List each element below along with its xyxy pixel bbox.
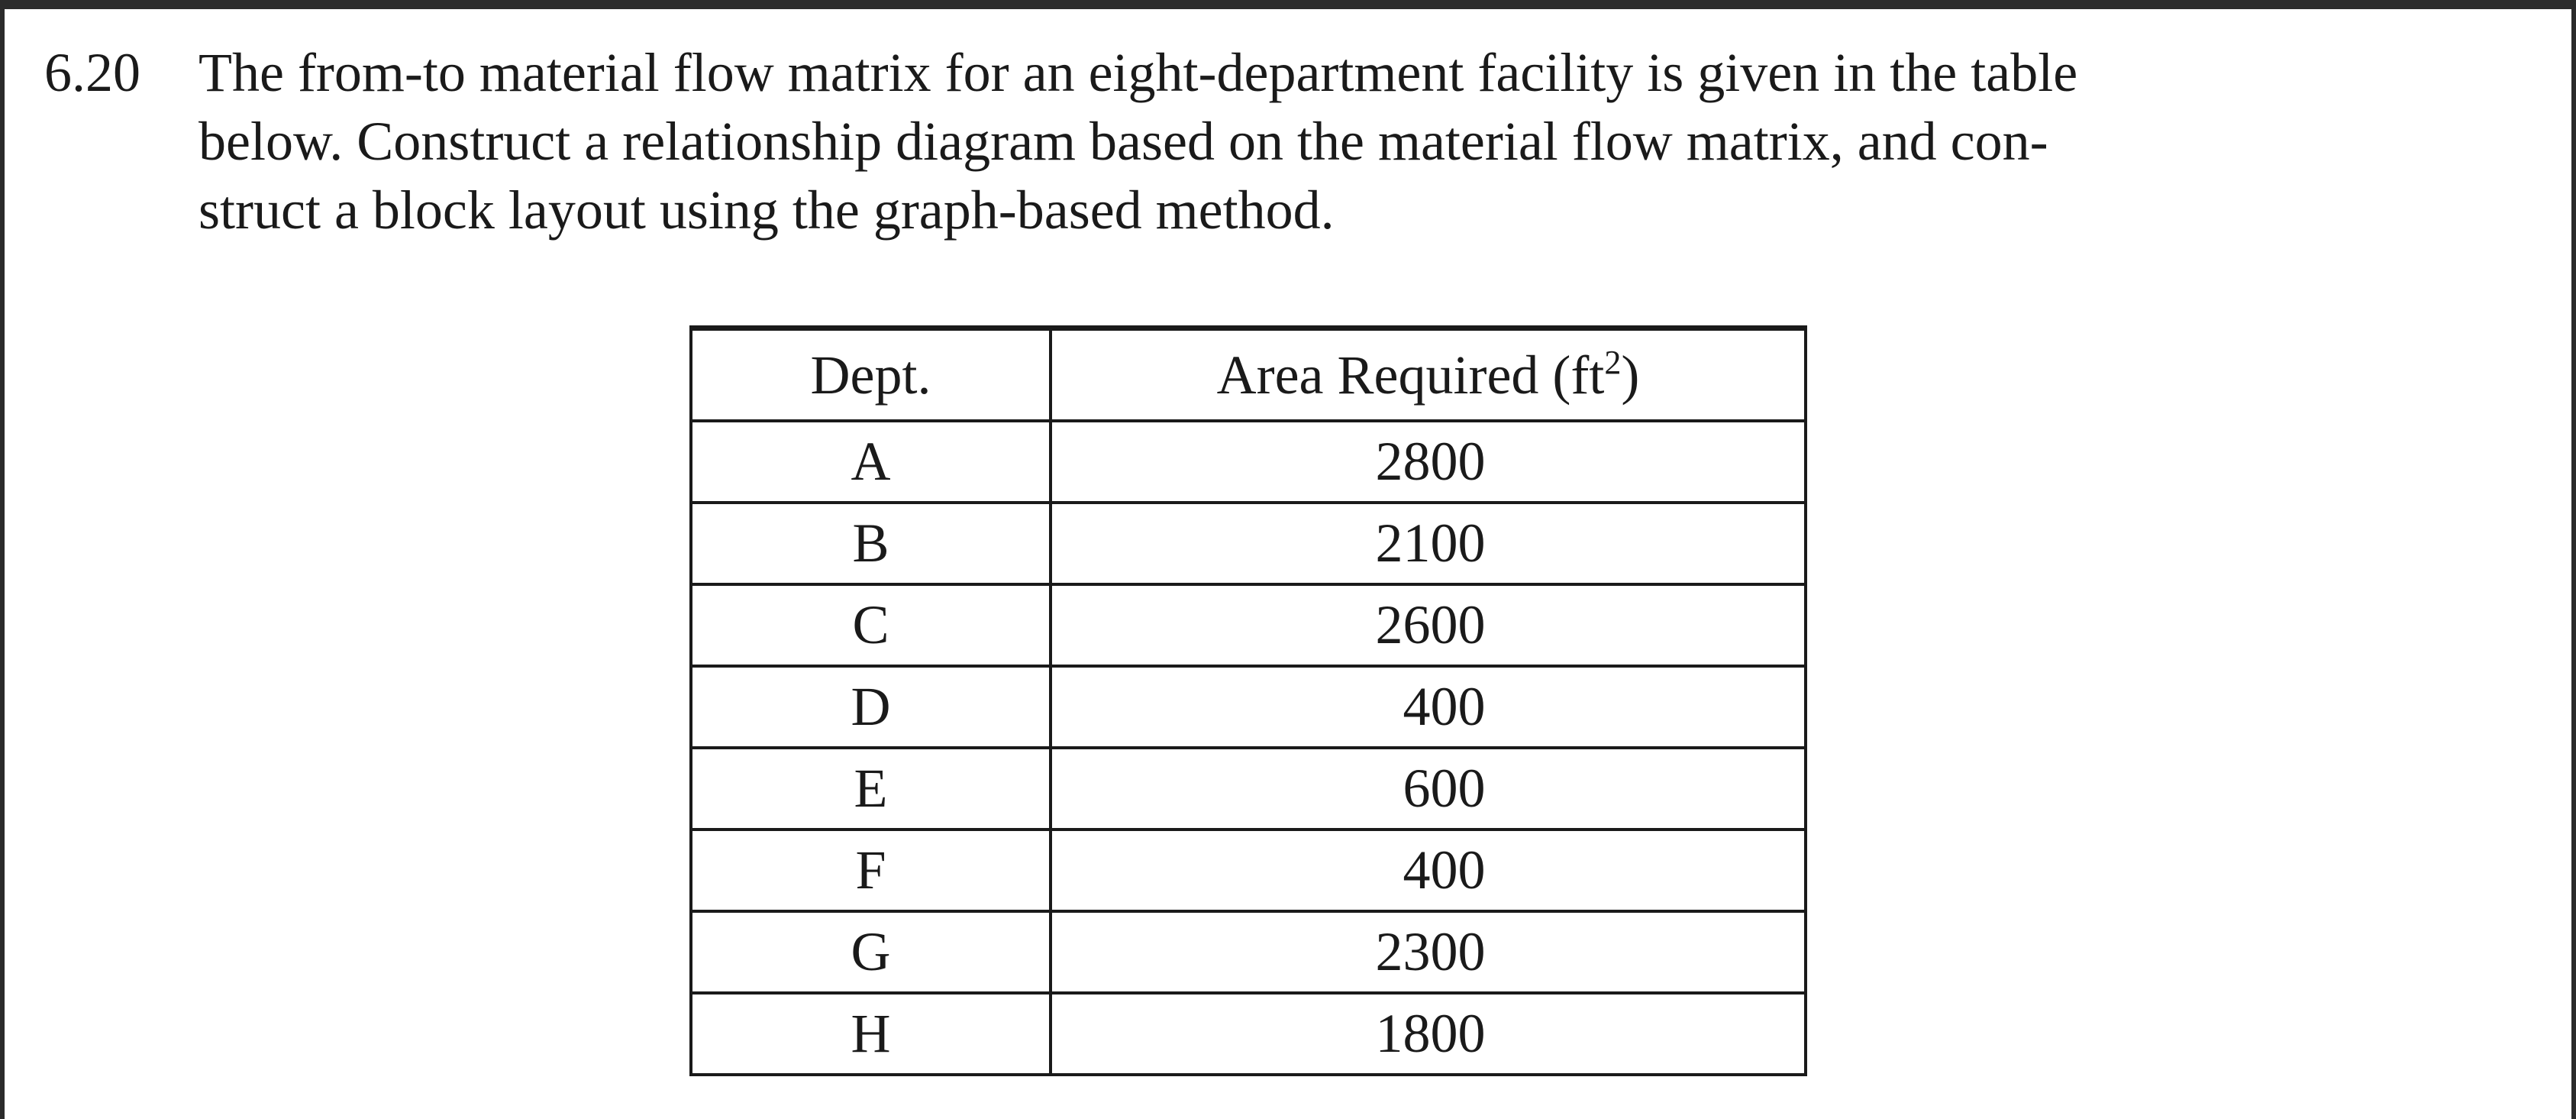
area-value: 2800 [1375, 431, 1486, 492]
table-row [691, 584, 1806, 666]
area-cell [1051, 830, 1806, 911]
dept-cell: A [691, 421, 1051, 503]
area-value: 2300 [1375, 921, 1486, 982]
table-header-row [691, 328, 1806, 422]
area-header-suffix: ) [1621, 344, 1640, 406]
table-row [691, 748, 1806, 830]
dept-column-header: Dept. [691, 328, 1051, 422]
problem-text-line: The from-to material flow matrix for an eight-department facility is given in the table [199, 42, 2078, 103]
area-cell [1051, 666, 1806, 748]
area-value: 1800 [1375, 1003, 1486, 1064]
problem-text [199, 38, 2405, 244]
dept-cell: F [691, 830, 1051, 911]
table-row [691, 421, 1806, 503]
area-column-header [1051, 328, 1806, 422]
area-cell [1051, 584, 1806, 666]
dept-cell: C [691, 584, 1051, 666]
dept-cell: G [691, 911, 1051, 993]
dept-cell: D [691, 666, 1051, 748]
area-cell [1051, 993, 1806, 1075]
area-value: 2100 [1375, 513, 1486, 574]
area-cell [1051, 911, 1806, 993]
dept-cell: B [691, 503, 1051, 584]
table-row [691, 911, 1806, 993]
area-cell [1051, 421, 1806, 503]
problem-number: 6.20 [44, 42, 140, 103]
area-value: 400 [1403, 676, 1486, 737]
table-row [691, 666, 1806, 748]
dept-cell: H [691, 993, 1051, 1075]
area-header-prefix: Area Required (ft [1216, 344, 1605, 406]
table-row [691, 830, 1806, 911]
area-value: 2600 [1375, 594, 1486, 655]
table-row [691, 503, 1806, 584]
dept-cell: E [691, 748, 1051, 830]
table-row [691, 993, 1806, 1075]
area-value: 600 [1403, 758, 1486, 819]
area-header-exponent: 2 [1604, 343, 1622, 381]
document-page [5, 9, 2571, 1119]
area-cell [1051, 748, 1806, 830]
problem-text-line: below. Construct a relationship diagram based on the material flow matrix, and con- [199, 111, 2048, 172]
area-value: 400 [1403, 839, 1486, 901]
problem-text-line: struct a block layout using the graph-based method. [199, 179, 1335, 241]
area-cell [1051, 503, 1806, 584]
area-requirements-table [689, 325, 1807, 1076]
